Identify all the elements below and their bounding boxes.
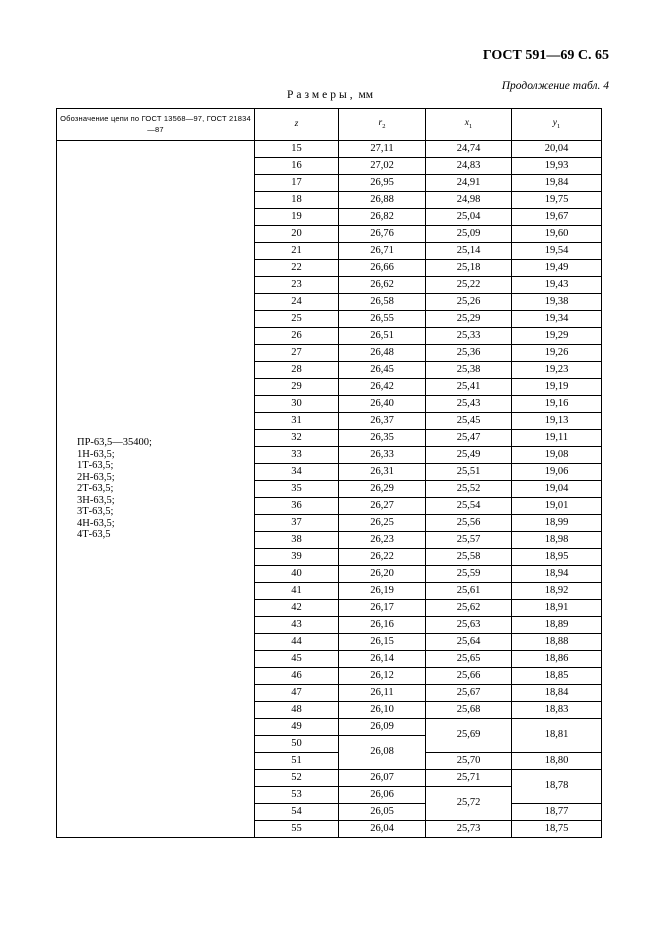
cell-z: 42 [255,600,339,617]
cell-x1: 25,66 [426,668,512,685]
table-caption [287,89,373,101]
cell-y1: 18,80 [512,753,602,770]
cell-r2: 26,27 [339,498,426,515]
cell-x1: 25,65 [426,651,512,668]
cell-z: 31 [255,413,339,430]
cell-r2: 26,09 [339,719,426,736]
cell-y1: 18,86 [512,651,602,668]
cell-r2: 26,62 [339,277,426,294]
cell-x1: 25,26 [426,294,512,311]
cell-z: 53 [255,787,339,804]
cell-y1: 19,60 [512,226,602,243]
cell-z: 35 [255,481,339,498]
cell-x1: 25,72 [426,787,512,821]
cell-r2: 26,76 [339,226,426,243]
cell-r2: 26,55 [339,311,426,328]
chain-designation: 1Т-63,5; [77,460,114,472]
cell-r2: 26,31 [339,464,426,481]
cell-r2: 26,15 [339,634,426,651]
cell-y1: 19,26 [512,345,602,362]
column-header-r2-label: r [378,117,383,128]
column-header-y1-sub: 1 [556,122,561,130]
cell-z: 28 [255,362,339,379]
cell-z: 22 [255,260,339,277]
cell-y1: 19,43 [512,277,602,294]
cell-r2: 26,04 [339,821,426,838]
table-body [57,141,602,838]
cell-x1: 25,62 [426,600,512,617]
cell-r2: 26,06 [339,787,426,804]
cell-z: 51 [255,753,339,770]
cell-z: 20 [255,226,339,243]
cell-y1: 18,88 [512,634,602,651]
cell-x1: 24,74 [426,141,512,158]
cell-y1: 18,75 [512,821,602,838]
cell-r2: 26,37 [339,413,426,430]
cell-x1: 25,36 [426,345,512,362]
cell-y1: 19,16 [512,396,602,413]
cell-x1: 25,18 [426,260,512,277]
cell-x1: 24,91 [426,175,512,192]
cell-x1: 25,41 [426,379,512,396]
cell-z: 26 [255,328,339,345]
cell-y1: 18,84 [512,685,602,702]
cell-y1: 19,67 [512,209,602,226]
caption-label: Размеры, [287,89,356,101]
cell-z: 16 [255,158,339,175]
cell-r2: 26,45 [339,362,426,379]
cell-r2: 26,10 [339,702,426,719]
cell-r2: 26,95 [339,175,426,192]
cell-r2: 26,58 [339,294,426,311]
cell-y1: 18,99 [512,515,602,532]
cell-z: 19 [255,209,339,226]
cell-r2: 26,05 [339,804,426,821]
cell-z: 23 [255,277,339,294]
cell-z: 54 [255,804,339,821]
cell-r2: 26,12 [339,668,426,685]
cell-x1: 25,45 [426,413,512,430]
cell-y1: 19,01 [512,498,602,515]
cell-z: 45 [255,651,339,668]
cell-x1: 25,29 [426,311,512,328]
cell-x1: 25,51 [426,464,512,481]
cell-r2: 26,71 [339,243,426,260]
cell-z: 37 [255,515,339,532]
cell-y1: 19,13 [512,413,602,430]
cell-y1: 19,49 [512,260,602,277]
cell-x1: 25,47 [426,430,512,447]
cell-z: 15 [255,141,339,158]
cell-y1: 19,11 [512,430,602,447]
cell-x1: 25,70 [426,753,512,770]
cell-r2: 27,02 [339,158,426,175]
cell-z: 44 [255,634,339,651]
chain-designation: 4Т-63,5 [77,529,111,541]
cell-z: 33 [255,447,339,464]
cell-z: 17 [255,175,339,192]
cell-x1: 25,68 [426,702,512,719]
cell-z: 49 [255,719,339,736]
cell-z: 24 [255,294,339,311]
cell-y1: 18,94 [512,566,602,583]
cell-x1: 24,98 [426,192,512,209]
cell-z: 48 [255,702,339,719]
column-header-x1-label: x [464,117,469,128]
cell-r2: 26,22 [339,549,426,566]
cell-x1: 25,67 [426,685,512,702]
chain-designation: 3Т-63,5; [77,506,114,518]
chain-designation: ПР-63,5—35400; [77,437,152,449]
column-header-designation: Обозначение цепи по ГОСТ 13568—97, ГОСТ 21834—87 [57,109,255,141]
cell-y1: 18,92 [512,583,602,600]
cell-y1: 19,75 [512,192,602,209]
chain-designation: 1Н-63,5; [77,448,115,460]
cell-z: 36 [255,498,339,515]
caption-unit: мм [358,89,374,101]
table-continuation-note: Продолжение табл. 4 [501,80,609,92]
cell-y1: 18,78 [512,770,602,804]
cell-r2: 26,25 [339,515,426,532]
cell-r2: 26,33 [339,447,426,464]
column-header-z-label: z [294,118,299,129]
sprocket-dimensions-table [56,108,602,838]
cell-z: 47 [255,685,339,702]
cell-r2: 26,40 [339,396,426,413]
cell-x1: 25,14 [426,243,512,260]
cell-z: 39 [255,549,339,566]
cell-z: 55 [255,821,339,838]
cell-y1: 18,83 [512,702,602,719]
cell-y1: 19,38 [512,294,602,311]
chain-designation: 4Н-63,5; [77,517,115,529]
cell-y1: 19,04 [512,481,602,498]
cell-z: 21 [255,243,339,260]
cell-r2: 26,48 [339,345,426,362]
cell-r2: 26,88 [339,192,426,209]
cell-x1: 25,63 [426,617,512,634]
table-row [57,141,602,158]
cell-x1: 25,22 [426,277,512,294]
column-header-r2 [339,109,426,141]
chain-designation: 2Т-63,5; [77,483,114,495]
cell-y1: 18,98 [512,532,602,549]
cell-r2: 26,19 [339,583,426,600]
cell-x1: 25,54 [426,498,512,515]
cell-z: 52 [255,770,339,787]
cell-x1: 25,71 [426,770,512,787]
cell-r2: 26,08 [339,736,426,770]
cell-r2: 26,16 [339,617,426,634]
cell-y1: 19,34 [512,311,602,328]
cell-r2: 26,14 [339,651,426,668]
cell-z: 27 [255,345,339,362]
cell-z: 32 [255,430,339,447]
chain-designation-cell [57,141,255,838]
cell-x1: 24,83 [426,158,512,175]
cell-z: 40 [255,566,339,583]
cell-r2: 26,23 [339,532,426,549]
cell-r2: 26,20 [339,566,426,583]
cell-y1: 18,77 [512,804,602,821]
column-header-x1 [426,109,512,141]
cell-z: 46 [255,668,339,685]
cell-x1: 25,09 [426,226,512,243]
cell-x1: 25,61 [426,583,512,600]
cell-r2: 26,17 [339,600,426,617]
column-header-y1-label: y [552,117,557,128]
cell-r2: 26,07 [339,770,426,787]
cell-z: 50 [255,736,339,753]
cell-y1: 18,85 [512,668,602,685]
cell-r2: 26,51 [339,328,426,345]
cell-y1: 19,08 [512,447,602,464]
cell-r2: 26,35 [339,430,426,447]
chain-designation: 3Н-63,5; [77,494,115,506]
cell-x1: 25,04 [426,209,512,226]
cell-y1: 19,54 [512,243,602,260]
cell-y1: 19,84 [512,175,602,192]
cell-x1: 25,43 [426,396,512,413]
cell-z: 43 [255,617,339,634]
column-header-r2-sub: 2 [382,122,386,130]
page-header: ГОСТ 591—69 С. 65 [482,48,609,63]
cell-y1: 19,23 [512,362,602,379]
cell-x1: 25,58 [426,549,512,566]
cell-z: 34 [255,464,339,481]
column-header-z [255,109,339,141]
cell-r2: 26,66 [339,260,426,277]
cell-r2: 26,42 [339,379,426,396]
cell-y1: 19,19 [512,379,602,396]
cell-z: 30 [255,396,339,413]
cell-y1: 18,89 [512,617,602,634]
cell-z: 38 [255,532,339,549]
cell-r2: 26,82 [339,209,426,226]
table-header-row [57,109,602,141]
cell-y1: 19,93 [512,158,602,175]
cell-x1: 25,73 [426,821,512,838]
column-header-x1-sub: 1 [468,122,473,130]
cell-z: 41 [255,583,339,600]
cell-z: 18 [255,192,339,209]
cell-x1: 25,69 [426,719,512,753]
cell-x1: 25,52 [426,481,512,498]
chain-designation: 2Н-63,5; [77,471,115,483]
cell-x1: 25,38 [426,362,512,379]
cell-x1: 25,33 [426,328,512,345]
cell-y1: 19,06 [512,464,602,481]
cell-x1: 25,56 [426,515,512,532]
cell-y1: 19,29 [512,328,602,345]
column-header-y1 [512,109,602,141]
cell-y1: 18,81 [512,719,602,753]
cell-z: 29 [255,379,339,396]
cell-y1: 18,95 [512,549,602,566]
cell-y1: 20,04 [512,141,602,158]
cell-x1: 25,49 [426,447,512,464]
cell-z: 25 [255,311,339,328]
cell-r2: 27,11 [339,141,426,158]
cell-x1: 25,64 [426,634,512,651]
cell-x1: 25,57 [426,532,512,549]
cell-y1: 18,91 [512,600,602,617]
cell-r2: 26,29 [339,481,426,498]
cell-x1: 25,59 [426,566,512,583]
cell-r2: 26,11 [339,685,426,702]
